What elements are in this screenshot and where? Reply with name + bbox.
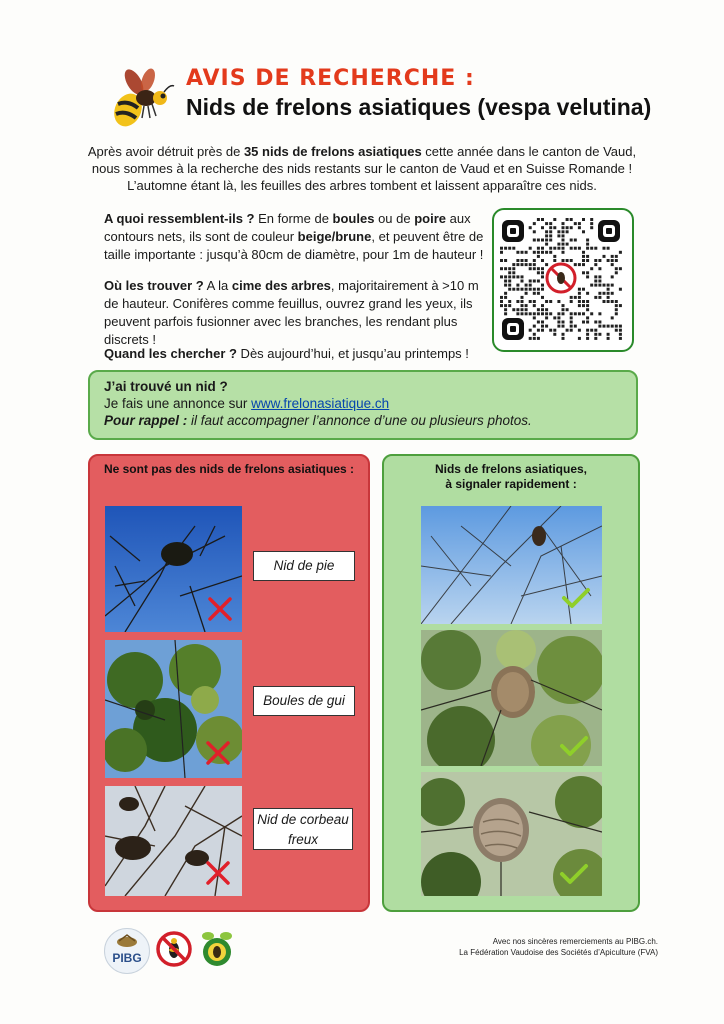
pibg-logo-text: PIBG xyxy=(112,951,142,965)
report-website-link[interactable]: www.frelonasiatique.ch xyxy=(251,396,390,411)
not-hornet-nests-panel xyxy=(88,454,370,912)
poster-subtitle: Nids de frelons asiatiques (vespa velutina) xyxy=(186,94,652,120)
found-reminder-label: Pour rappel : xyxy=(104,413,188,428)
q1-b1: boules xyxy=(332,211,375,226)
green-panel-title-l1: Nids de frelons asiatiques, xyxy=(434,462,588,476)
check-icon xyxy=(559,862,589,886)
cross-icon xyxy=(207,596,233,622)
check-icon xyxy=(559,734,589,758)
fva-bee-logo-icon xyxy=(198,928,236,968)
label-magpie-nest: Nid de pie xyxy=(253,551,355,581)
cross-icon xyxy=(205,740,231,766)
q1-question: A quoi ressemblent-ils ? xyxy=(104,211,255,226)
q3-question: Quand les chercher ? xyxy=(104,346,237,361)
intro-l1-c: cette année dans le canton de Vaud, xyxy=(421,144,637,159)
intro-l3: L’automne étant là, les feuilles des arbres tombent et laissent apparaître ces nids. xyxy=(127,178,597,193)
q1-t4: , et peuvent être de taille importante : jusqu’à 80cm de diamètre, pour 1m de hauteur ! xyxy=(104,229,484,262)
qr-code[interactable] xyxy=(492,208,634,352)
q2-question: Où les trouver ? xyxy=(104,278,204,293)
q1-b3: beige/brune xyxy=(297,229,372,244)
q1-t2: ou de xyxy=(374,211,415,226)
hornet-nests-panel xyxy=(382,454,640,912)
q2-t1: A la xyxy=(203,278,232,293)
qr-code-icon xyxy=(494,210,628,346)
hornet-nest-photo-3 xyxy=(421,772,602,896)
cross-icon xyxy=(205,860,231,886)
no-hornet-logo-icon xyxy=(155,930,193,968)
check-icon xyxy=(561,586,591,610)
green-panel-title-l2: à signaler rapidement : xyxy=(445,477,577,491)
label-rook-nest: Nid de corbeau freux xyxy=(253,808,353,850)
pibg-logo xyxy=(104,928,150,974)
q2-b1: cime des arbres xyxy=(231,278,331,293)
hornet-nest-photo-1 xyxy=(421,506,602,624)
q1-t1: En forme de xyxy=(254,211,333,226)
q1-t3: aux contours nets, ils sont de couleur xyxy=(104,211,471,244)
question-location xyxy=(104,277,489,349)
intro-l1-bold: 35 nids de frelons asiatiques xyxy=(243,144,422,159)
intro-text xyxy=(60,143,664,194)
q1-b2: poire xyxy=(414,211,447,226)
found-title: J’ai trouvé un nid ? xyxy=(104,379,228,394)
label-mistletoe: Boules de gui xyxy=(253,686,355,716)
question-when xyxy=(104,345,504,363)
report-info-box xyxy=(88,370,638,440)
thanks-line-1: Avec nos sincères remerciements au PIBG.ch. xyxy=(492,937,658,946)
poster-title: AVIS DE RECHERCHE : xyxy=(186,66,475,91)
q3-t1: Dès aujourd’hui, et jusqu’au printemps ! xyxy=(236,346,469,361)
question-appearance xyxy=(104,210,489,264)
q2-t2: , majoritairement à >10 m de hauteur. Conifères comme feuillus, ouvrez grand les yeux, ils peuvent parfois fusionner avec les branches, les rendant plus discrets ! xyxy=(104,278,479,347)
hornet-nest-photo-2 xyxy=(421,630,602,766)
thanks-line-2: La Fédération Vaudoise des Sociétés d’Apiculture (FVA) xyxy=(459,948,658,957)
intro-l2: nous sommes à la recherche des nids restants sur le canton de Vaud et en Suisse Romande ! xyxy=(91,161,633,176)
found-reminder-text: il faut accompagner l’annonce d’une ou plusieurs photos. xyxy=(187,413,532,428)
hornet-icon xyxy=(108,64,178,134)
found-line2: Je fais une annonce sur xyxy=(104,396,252,411)
red-panel-title: Ne sont pas des nids de frelons asiatiques : xyxy=(103,462,355,476)
magpie-nest-photo xyxy=(105,506,242,632)
intro-l1-a: Après avoir détruit près de xyxy=(87,144,244,159)
mistletoe-photo xyxy=(105,640,242,778)
rook-nest-photo xyxy=(105,786,242,896)
